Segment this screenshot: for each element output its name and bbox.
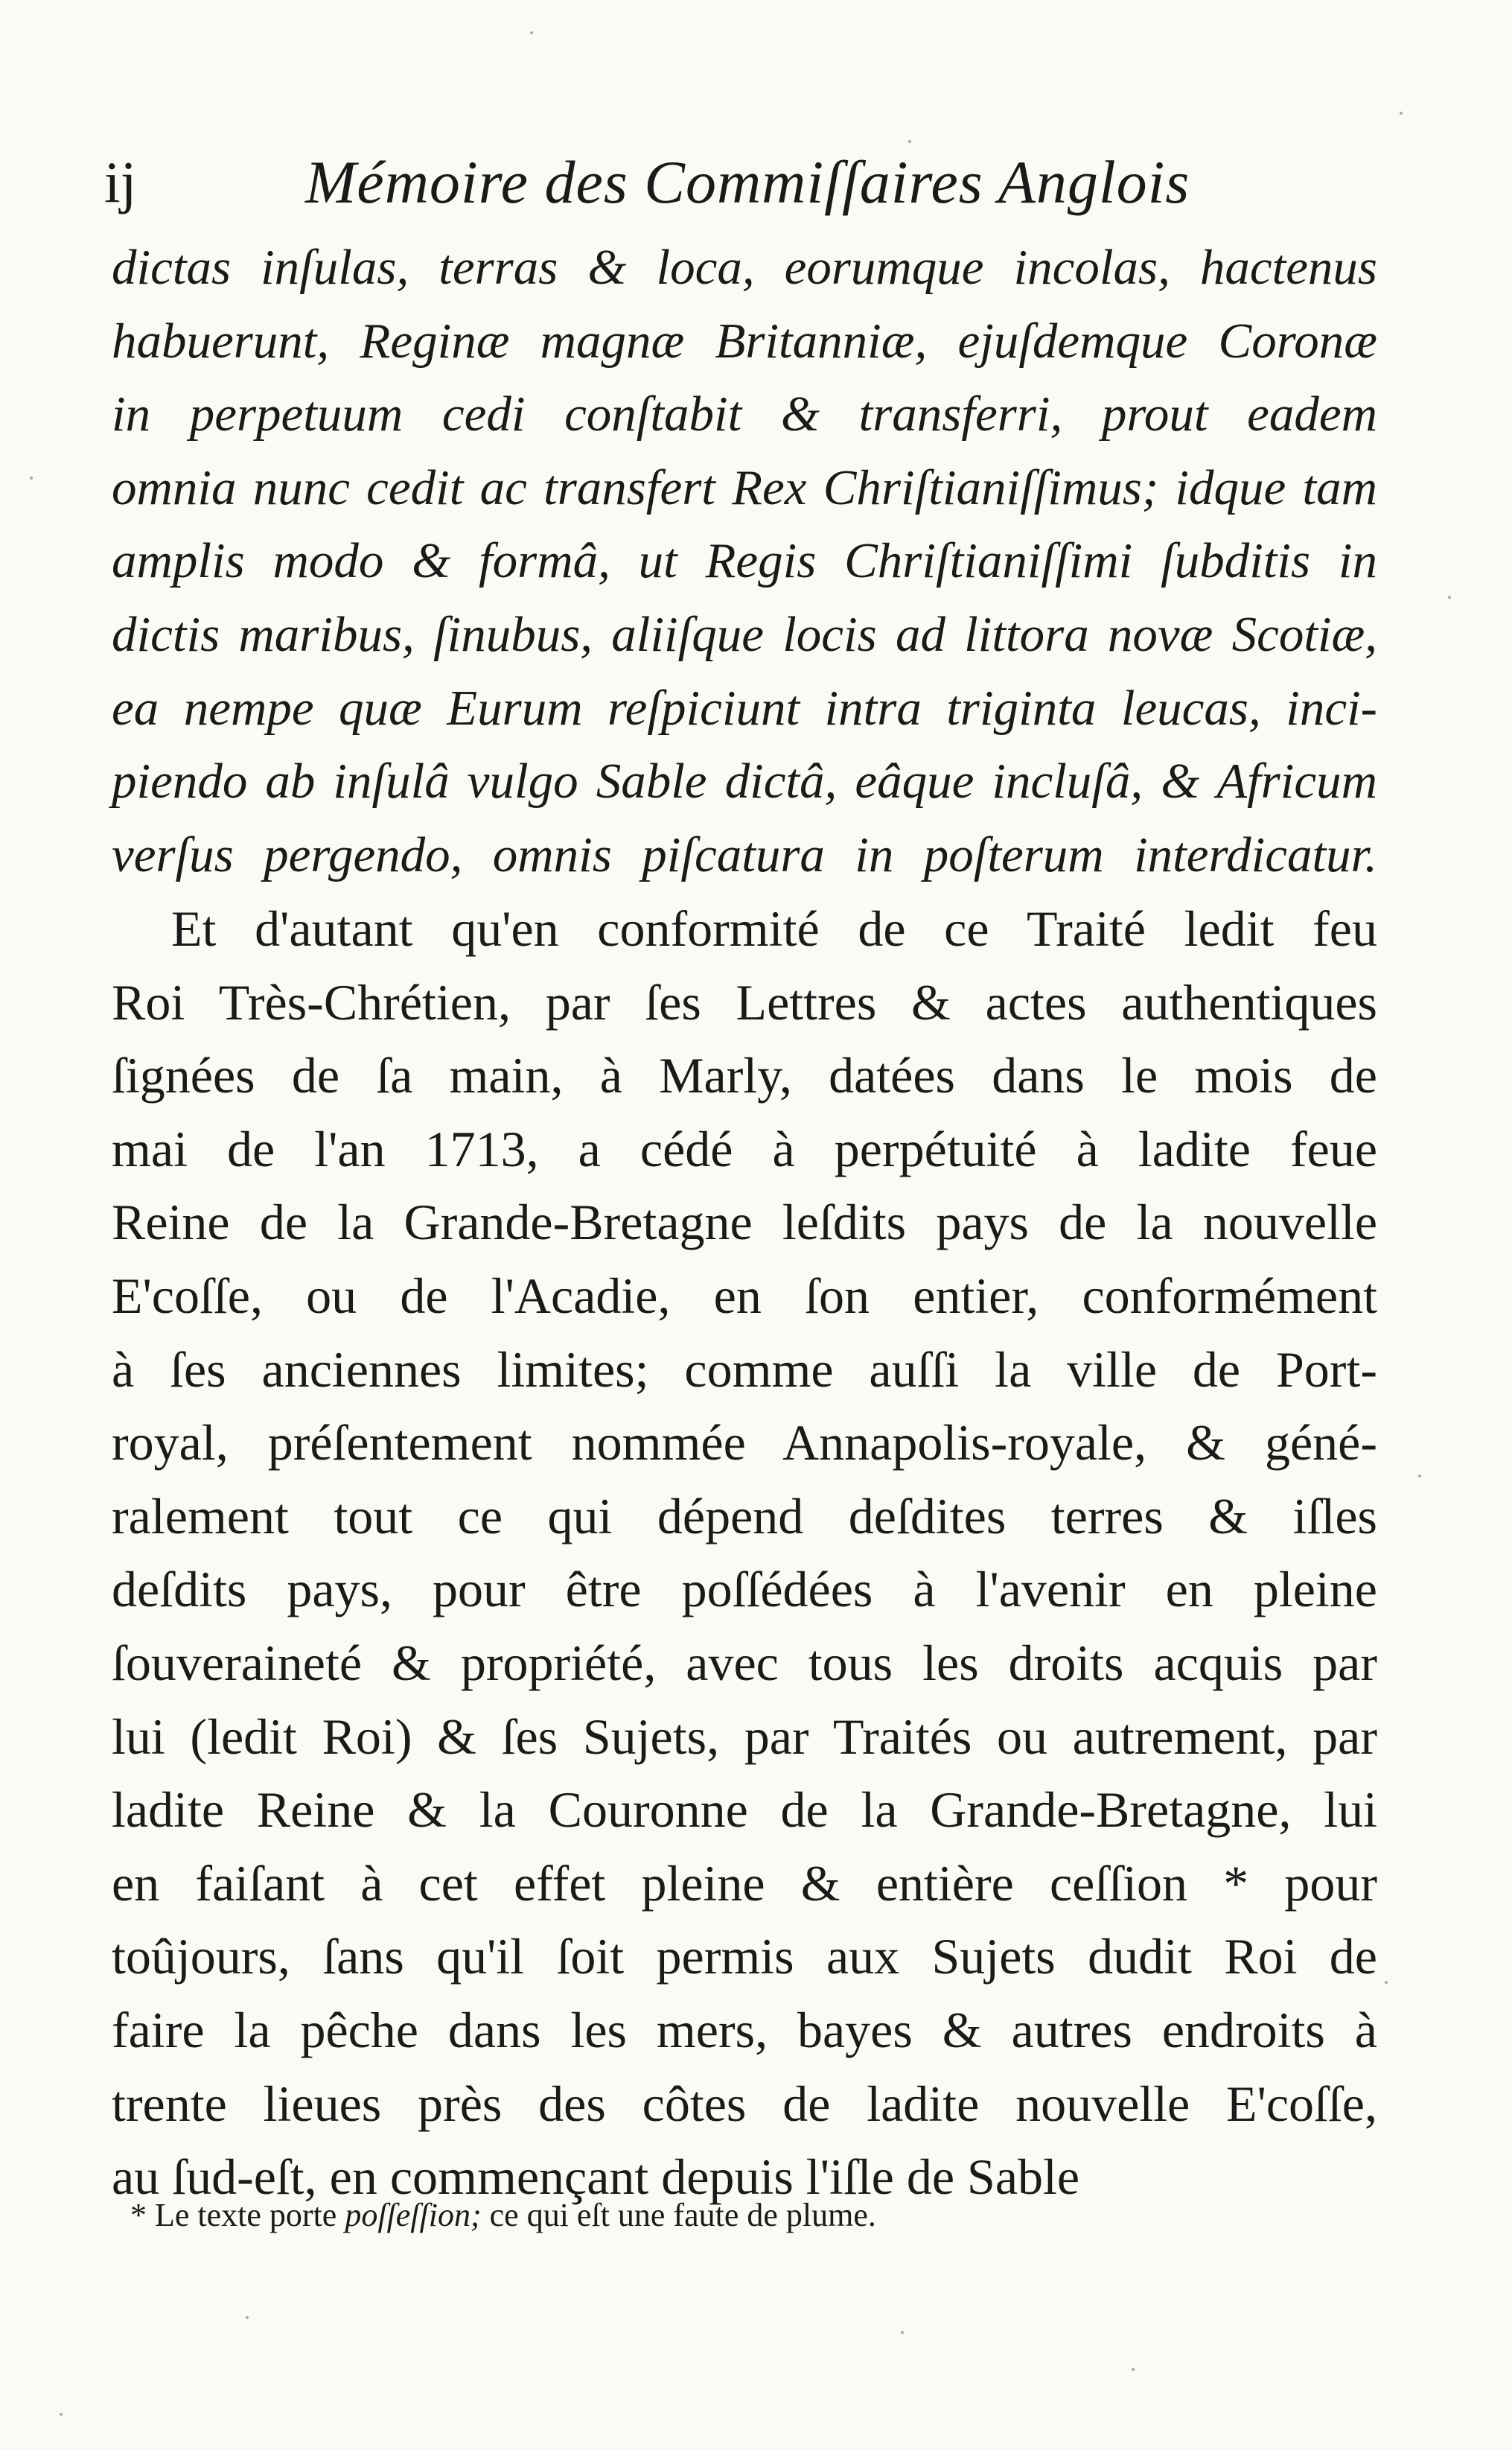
latin-line: dictis maribus, ſinubus, aliiſque locis ad littora novæ Scotiæ,	[112, 606, 1377, 662]
latin-line: amplis modo & formâ, ut Regis Chriſtianiſſimi ſubditis in	[112, 533, 1377, 589]
french-line: au ſud-eſt, en commençant depuis l'iſle de Sable	[112, 2148, 1080, 2206]
page-header	[104, 141, 1370, 223]
french-line: en faiſant à cet effet pleine & entière ceſſion * pour	[112, 1854, 1377, 1912]
french-line: mai de l'an 1713, a cédé à perpétuité à ladite feue	[112, 1120, 1377, 1177]
speck	[908, 140, 911, 143]
french-line: Reine de la Grande-Bretagne leſdits pays de la nouvelle	[112, 1194, 1377, 1251]
latin-line: ea nempe quæ Eurum reſpiciunt intra triginta leucas, inci-	[112, 680, 1377, 736]
footnote-text-after: ce qui eſt une faute de plume.	[489, 2197, 876, 2233]
speck	[530, 31, 533, 34]
french-line: ſouveraineté & propriété, avec tous les droits acquis par	[112, 1634, 1377, 1691]
footnote-italic-word: poſſeſſion;	[345, 2197, 482, 2233]
speck	[1385, 1981, 1388, 1984]
footnote-text-before: Le texte porte	[155, 2197, 337, 2233]
french-line: faire la pêche dans les mers, bayes & autres endroits à	[112, 2001, 1377, 2058]
french-line: trente lieues près des côtes de ladite nouvelle E'coſſe,	[112, 2075, 1377, 2132]
speck	[30, 477, 33, 480]
footnote	[130, 2189, 876, 2241]
speck	[1132, 2368, 1135, 2371]
speck	[1400, 112, 1403, 115]
latin-line: omnia nunc cedit ac transfert Rex Chriſtianiſſimus; idque tam	[112, 459, 1377, 515]
french-line: ſignées de ſa main, à Marly, datées dans le mois de	[112, 1047, 1377, 1104]
latin-treaty-quotation	[112, 231, 1377, 891]
speck	[60, 2413, 63, 2416]
speck	[1418, 1474, 1421, 1477]
french-line: lui (ledit Roi) & ſes Sujets, par Traités ou autrement, par	[112, 1708, 1377, 1765]
french-line: Roi Très-Chrétien, par ſes Lettres & actes authentiques	[112, 973, 1377, 1031]
speck	[246, 2316, 249, 2319]
latin-line: piendo ab inſulâ vulgo Sable dictâ, eâque incluſâ, & Africum	[112, 754, 1377, 809]
french-line: ralement tout ce qui dépend deſdites terres & iſles	[112, 1487, 1377, 1544]
french-paragraph	[112, 892, 1377, 2214]
french-line: Et d'autant qu'en conformité de ce Traité ledit feu	[171, 900, 1377, 957]
footnote-marker: *	[130, 2197, 147, 2233]
latin-line: verſus pergendo, omnis piſcatura in poſterum interdicatur.	[112, 827, 1377, 882]
speck	[1448, 596, 1451, 599]
french-line: à ſes anciennes limites; comme auſſi la ville de Port-	[112, 1340, 1377, 1398]
french-line: ladite Reine & la Couronne de la Grande-Bretagne, lui	[112, 1781, 1377, 1839]
page-number: ij	[104, 150, 137, 214]
latin-line: in perpetuum cedi conſtabit & transferri, prout eadem	[112, 386, 1377, 442]
speck	[901, 2331, 904, 2334]
running-head: Mémoire des Commiſſaires Anglois	[305, 148, 1190, 216]
latin-line: habuerunt, Reginæ magnæ Britanniæ, ejuſdemque Coronæ	[112, 313, 1377, 369]
french-line: E'coſſe, ou de l'Acadie, en ſon entier, conformément	[112, 1267, 1377, 1324]
french-line: toûjours, ſans qu'il ſoit permis aux Sujets dudit Roi de	[112, 1928, 1377, 1985]
french-line: royal, préſentement nommée Annapolis-royale, & géné-	[112, 1414, 1377, 1471]
latin-line: dictas inſulas, terras & loca, eorumque incolas, hactenus	[112, 240, 1377, 295]
french-line: deſdits pays, pour être poſſédées à l'avenir en pleine	[112, 1561, 1377, 1618]
